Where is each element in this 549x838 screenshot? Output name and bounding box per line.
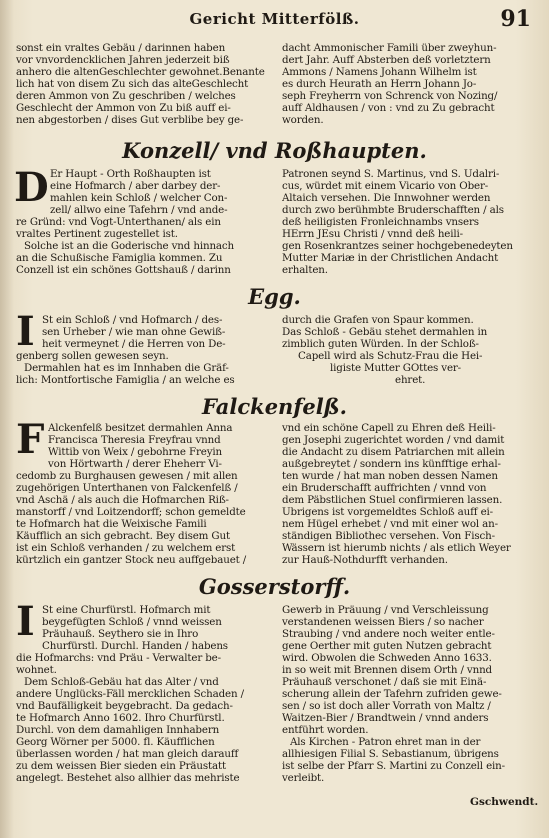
text-line: ligiste Mutter GOttes ver- — [330, 362, 462, 374]
text-line: heit vermeynet / die Herren von De- — [42, 338, 226, 350]
text-line: Francisca Theresia Freyfrau vnnd — [48, 434, 221, 446]
text-line: HErrn JEsu Christi / vnnd deß heili- — [282, 228, 464, 240]
text-line: deren Ammon von Zu geschriben / welches — [16, 90, 236, 102]
text-line: Solche ist an die Goderische vnd hinnach — [24, 240, 235, 252]
text-line: in so weit mit Brennen disem Orth / vnnd — [282, 664, 492, 676]
running-head — [0, 6, 549, 40]
text-line: Georg Wörner per 5000. fl. Käufflichen — [16, 736, 215, 748]
text-line: Präuhauß. Seythero sie in Ihro — [42, 628, 199, 640]
text-line: vnd Aschä / als auch die Hofmarchen Riß- — [16, 494, 229, 506]
text-line: Käufflich an sich gebracht. Bey disem Gut — [16, 530, 230, 542]
text-line: vor vnvordencklichen Jahren jederzeit biß — [16, 54, 230, 66]
text-line: durch die Grafen von Spaur kommen. — [282, 314, 474, 326]
section-heading: Gosserstorff. — [198, 574, 351, 599]
text-line: ein Bruderschafft auffrichten / vnnd von — [282, 482, 487, 494]
text-line: allhiesigen Filial S. Sebastianum, übrigens — [282, 748, 499, 760]
text-line: sen / so ist doch aller Vorrath von Maltz / — [282, 700, 491, 712]
text-line: scherung allein der Tafehrn zufriden gewe- — [282, 688, 502, 700]
text-line: entführt worden. — [282, 724, 369, 736]
text-line: dem Päbstlichen Stuel confirmieren lassen. — [282, 494, 503, 506]
text-line: sen Urheber / wie man ohne Gewiß- — [42, 326, 226, 338]
text-line: angelegt. Bestehet also allhier das mehriste — [16, 772, 240, 784]
text-line: anhero die altenGeschlechter gewohnet.Benante — [16, 66, 265, 78]
text-line: cus, würdet mit einem Vicario von Ober- — [282, 180, 489, 192]
text-line: verstandenen weissen Biers / so nacher — [282, 616, 484, 628]
text-line: Mutter Mariæ in der Christlichen Andacht — [282, 252, 499, 264]
text-line: gen Rosenkrantzes seiner hochgebenedeyten — [282, 240, 513, 252]
text-line: re Gründ: vnd Vogt-Unterthanen/ als ein — [16, 216, 221, 228]
running-title: Gericht Mitterfölß. — [189, 10, 360, 28]
drop-cap: D — [14, 164, 49, 211]
text-line: ist ein Schloß verhanden / zu welchem erst — [16, 542, 236, 554]
drop-cap: I — [16, 308, 35, 355]
text-line: sonst ein vraltes Gebäu / darinnen haben — [16, 42, 226, 54]
text-line: Das Schloß - Gebäu stehet dermahlen in — [282, 326, 488, 338]
text-line: lich hat von disem Zu sich das alteGeschlecht — [16, 78, 249, 90]
text-line: gen Josephi zugerichtet worden / vnd damit — [282, 434, 505, 446]
text-line: Conzell ist ein schönes Gottshauß / darinn — [16, 264, 231, 276]
text-line: Wässern ist hierumb nichts / als etlich Weyer — [282, 542, 511, 554]
text-line: Dem Schloß-Gebäu hat das Alter / vnd — [24, 676, 219, 688]
text-line: wird. Obwolen die Schweden Anno 1633. — [282, 652, 492, 664]
text-line: ständigen Bibliothec versehen. Von Fisch- — [282, 530, 495, 542]
text-line: St ein Schloß / vnd Hofmarch / des- — [42, 314, 223, 326]
text-line: an die Schußische Famiglia kommen. Zu — [16, 252, 223, 264]
section-heading: Konzell/ vnd Roßhaupten. — [122, 138, 427, 163]
text-line: außgebreytet / sondern ins künfftige erhal- — [282, 458, 501, 470]
text-line: manstorff / vnd Loitzendorff; schon gemeldte — [16, 506, 246, 518]
text-line: Wittib von Weix / gebohrne Freyin — [48, 446, 222, 458]
text-line: beygefügten Schloß / vnnd weissen — [42, 616, 222, 628]
text-line: nen abgestorben / dises Gut verblibe bey ge- — [16, 114, 244, 126]
text-line: Waitzen-Bier / Brandtwein / vnnd anders — [282, 712, 489, 724]
text-line: mahlen kein Schloß / welcher Con- — [50, 192, 228, 204]
drop-cap: F — [16, 416, 45, 463]
text-line: vnd Baufälligkeit beygebracht. Da gedach- — [16, 700, 233, 712]
text-line: Straubing / vnd andere noch weiter entle- — [282, 628, 495, 640]
text-line: St eine Churfürstl. Hofmarch mit — [42, 604, 211, 616]
text-line: Capell wird als Schutz-Frau die Hei- — [298, 350, 483, 362]
text-line: andere Unglücks-Fäll mercklichen Schaden / — [16, 688, 244, 700]
text-line: cedomb zu Burghausen gewesen / mit allen — [16, 470, 238, 482]
text-line: ehret. — [395, 374, 426, 386]
text-line: überlassen worden / hat man gleich darauff — [16, 748, 239, 760]
text-line: Ubrigens ist vorgemeldtes Schloß auff ei- — [282, 506, 493, 518]
text-line: nem Hügel erhebet / vnd mit einer wol an- — [282, 518, 498, 530]
text-line: ten wurde / hat man noben dessen Namen — [282, 470, 498, 482]
text-line: zur Hauß-Nothdurfft verhanden. — [282, 554, 448, 566]
catchword: Gschwendt. — [470, 796, 539, 808]
text-line: te Hofmarch Anno 1602. Ihro Churfürstl. — [16, 712, 225, 724]
text-line: gene Oerther mit guten Nutzen gebracht — [282, 640, 492, 652]
text-line: Er Haupt - Orth Roßhaupten ist — [50, 168, 211, 180]
text-line: durch zwo berühmbte Bruderschafften / als — [282, 204, 504, 216]
text-line: Dermahlen hat es im Innhaben die Gräf- — [24, 362, 229, 374]
text-line: eine Hofmarch / aber darbey der- — [50, 180, 221, 192]
text-line: Churfürstl. Durchl. Handen / habens — [42, 640, 228, 652]
text-line: dert Jahr. Auff Absterben deß vorletztern — [282, 54, 491, 66]
text-line: von Hörtwarth / derer Eheherr Vi- — [48, 458, 222, 470]
text-line: Altaich versehen. Die Innwohner werden — [282, 192, 491, 204]
text-line: kürtzlich ein gantzer Stock neu auffgebauet / — [16, 554, 247, 566]
text-line: zugehörigen Unterthanen von Falckenfelß / — [16, 482, 238, 494]
text-line: worden. — [282, 114, 324, 126]
text-line: die Hofmarchs: vnd Präu - Verwalter be- — [16, 652, 221, 664]
text-line: zell/ allwo eine Tafehrn / vnd ande- — [50, 204, 228, 216]
text-line: dacht Ammonischer Famili über zweyhun- — [282, 42, 497, 54]
text-line: Patronen seynd S. Martinus, vnd S. Udalri- — [282, 168, 500, 180]
text-line: te Hofmarch hat die Weixische Famili — [16, 518, 207, 530]
text-line: die Andacht zu disem Patriarchen mit allein — [282, 446, 505, 458]
text-line: erhalten. — [282, 264, 328, 276]
text-line: Präuhauß verschonet / daß sie mit Einä- — [282, 676, 487, 688]
text-line: deß heiligisten Fronleichnambs vnsers — [282, 216, 479, 228]
text-line: Geschlecht der Ammon von Zu biß auff ei- — [16, 102, 231, 114]
text-line: vnd ein schöne Capell zu Ehren deß Heili- — [282, 422, 496, 434]
section-heading: Falckenfelß. — [202, 394, 347, 419]
text-line: Durchl. von dem damahligen Innhabern — [16, 724, 220, 736]
text-line: Alckenfelß besitzet dermahlen Anna — [48, 422, 233, 434]
text-line: Gewerb in Präuung / vnd Verschleissung — [282, 604, 489, 616]
page-gutter-shadow — [0, 0, 14, 838]
text-line: Als Kirchen - Patron ehret man in der — [290, 736, 481, 748]
drop-cap: I — [16, 598, 35, 645]
page-number: 91 — [500, 6, 531, 32]
text-line: lich: Montfortische Famiglia / an welche es — [16, 374, 235, 386]
text-line: auff Aldhausen / von : vnd zu Zu gebracht — [282, 102, 495, 114]
text-line: wohnet. — [16, 664, 57, 676]
text-line: zu dem weissen Bier sieden ein Präustatt — [16, 760, 226, 772]
text-line: ist selbe der Pfarr S. Martini zu Conzell ein- — [282, 760, 505, 772]
text-line: Ammons / Namens Johann Wilhelm ist — [282, 66, 477, 78]
text-line: genberg sollen gewesen seyn. — [16, 350, 169, 362]
text-line: vraltes Pertinent zugestellet ist. — [16, 228, 178, 240]
section-heading: Egg. — [248, 284, 301, 309]
text-line: seph Freyherrn von Schrenck von Nozing/ — [282, 90, 498, 102]
text-line: zimblich guten Würden. In der Schloß- — [282, 338, 479, 350]
text-line: es durch Heurath an Herrn Johann Jo- — [282, 78, 477, 90]
text-line: verleibt. — [282, 772, 325, 784]
